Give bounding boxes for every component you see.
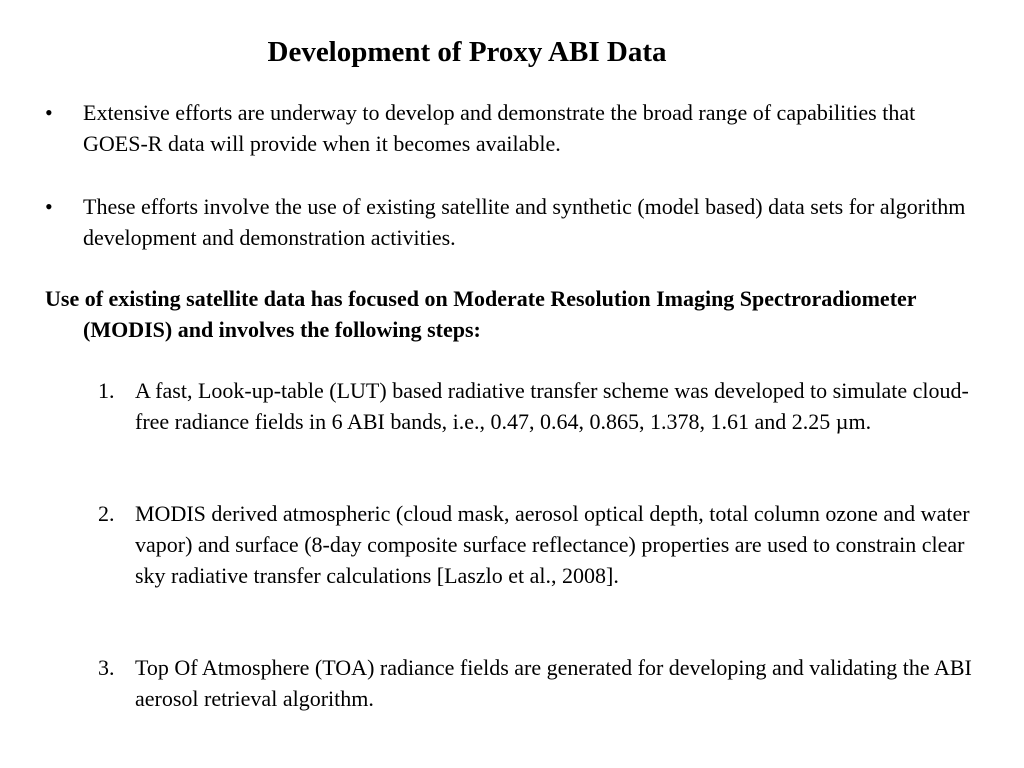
step-text: Top Of Atmosphere (TOA) radiance fields are generated for developing and validating the ABI aerosol retrieval algorithm. [135, 655, 972, 711]
step-number: 2. [98, 501, 115, 526]
bullet-marker: • [45, 100, 53, 125]
step-text: A fast, Look-up-table (LUT) based radiative transfer scheme was developed to simulate cloud-free radiance fields in 6 ABI bands, i.e., 0.47, 0.64, 0.865, 1.378, 1.61 and 2.25 µm. [135, 378, 969, 434]
modis-intro-paragraph: Use of existing satellite data has focused on Moderate Resolution Imaging Spectroradiometer (MODIS) and involves the following steps: [45, 286, 917, 342]
bullet-text: These efforts involve the use of existing satellite and synthetic (model based) data sets for algorithm development and demonstration activities. [83, 194, 966, 250]
step-text: MODIS derived atmospheric (cloud mask, aerosol optical depth, total column ozone and water vapor) and surface (8-day composite surface reflectance) properties are used to constrain clear sky radiative transfer calculations [Laszlo et al., 2008]. [135, 501, 970, 588]
bullet-text: Extensive efforts are underway to develop and demonstrate the broad range of capabilities that GOES-R data will provide when it becomes available. [83, 100, 916, 156]
slide-title: Development of Proxy ABI Data [267, 36, 667, 68]
step-number: 3. [98, 655, 115, 680]
bullet-marker: • [45, 194, 53, 219]
step-number: 1. [98, 378, 115, 403]
